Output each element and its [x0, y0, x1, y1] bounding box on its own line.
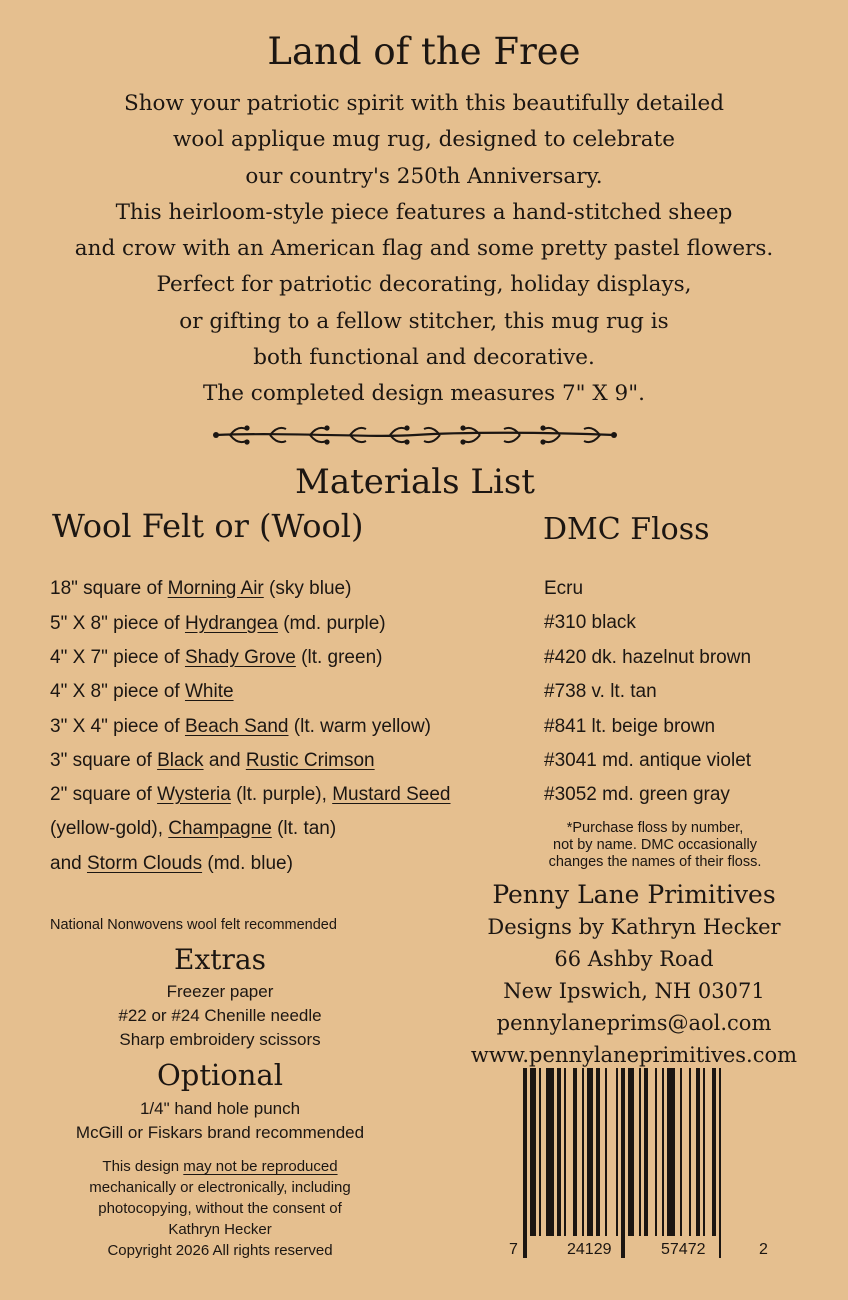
- barcode-bar: [557, 1068, 561, 1236]
- barcode-bar: [712, 1068, 716, 1236]
- barcode-bar: [655, 1068, 657, 1236]
- floss-note: [505, 820, 805, 871]
- barcode-bar: [689, 1068, 691, 1236]
- intro-line: Show your patriotic spirit with this beautifully detailed: [123, 91, 725, 116]
- vine-flourish-icon: [210, 418, 620, 452]
- extras-item: #22 or #24 Chenille needle: [118, 1006, 322, 1025]
- list-item: 18" square of Morning Air (sky blue): [50, 578, 352, 599]
- barcode-bar: [573, 1068, 577, 1236]
- city-address: New Ipswich, NH 03071: [503, 979, 765, 1003]
- list-item: (yellow-gold), Champagne (lt. tan): [50, 818, 337, 839]
- note-line: changes the names of their floss.: [548, 854, 762, 870]
- list-item: 5" X 8" piece of Hydrangea (md. purple): [50, 613, 386, 634]
- barcode-bar: [667, 1068, 675, 1236]
- optional-item: McGill or Fiskars brand recommended: [75, 1123, 365, 1142]
- note-line: *Purchase floss by number,: [566, 820, 744, 836]
- extras-item: Sharp embroidery scissors: [119, 1030, 321, 1049]
- optional-heading: Optional: [157, 1058, 283, 1092]
- intro-line: This heirloom-style piece features a hand-stitched sheep: [115, 199, 733, 225]
- barcode-bars: [523, 1068, 721, 1258]
- floss-item: #3052 md. green gray: [544, 784, 730, 805]
- felt-recommendation: National Nonwovens wool felt recommended: [50, 917, 337, 933]
- optional-list: [0, 1097, 440, 1145]
- copyright-line: This design may not be reproduced: [102, 1158, 338, 1175]
- dmc-floss-heading: DMC Floss: [543, 512, 710, 547]
- barcode-bar: [523, 1068, 527, 1258]
- intro-line: Perfect for patriotic decorating, holiday displays,: [156, 272, 692, 298]
- intro-line: The completed design measures 7" X 9".: [203, 381, 645, 407]
- barcode-bar: [696, 1068, 700, 1236]
- barcode-digit-check: 2: [759, 1241, 768, 1258]
- barcode-bar: [621, 1068, 625, 1258]
- intro-line: wool applique mug rug, designed to celebrate: [173, 127, 675, 153]
- list-item: 2" square of Wysteria (lt. purple), Mustard Seed: [50, 784, 451, 805]
- floss-item: #420 dk. hazelnut brown: [544, 647, 752, 668]
- barcode-digit-lead: 7: [509, 1241, 518, 1258]
- list-item: 4" X 8" piece of White: [50, 681, 234, 702]
- floss-item: #3041 md. antique violet: [544, 750, 752, 771]
- intro-line: or gifting to a fellow stitcher, this mug rug is: [179, 308, 669, 334]
- barcode-bar: [662, 1068, 664, 1236]
- barcode-group-1: 24129: [567, 1241, 612, 1258]
- note-line: not by name. DMC occasionally: [553, 837, 757, 853]
- designer-name: Designs by Kathryn Hecker: [487, 915, 781, 939]
- barcode-bar: [582, 1068, 584, 1236]
- extras-list: [0, 980, 440, 1052]
- pattern-title: Land of the Free: [267, 30, 581, 73]
- materials-title: Materials List: [295, 462, 535, 502]
- barcode-bar: [703, 1068, 705, 1236]
- floss-item: #310 black: [544, 612, 636, 633]
- upc-barcode: [503, 1068, 777, 1266]
- list-item: 3" square of Black and Rustic Crimson: [50, 750, 375, 771]
- barcode-bar: [530, 1068, 536, 1236]
- barcode-bar: [587, 1068, 593, 1236]
- copyright-line: Copyright 2026 All rights reserved: [107, 1242, 333, 1259]
- wool-felt-heading: Wool Felt or (Wool): [52, 507, 364, 545]
- barcode-bar: [564, 1068, 566, 1236]
- barcode-group-2: 57472: [661, 1241, 706, 1258]
- intro-line: both functional and decorative.: [253, 345, 595, 371]
- floss-item: #738 v. lt. tan: [544, 681, 657, 702]
- floss-item: Ecru: [544, 578, 584, 599]
- optional-item: 1/4" hand hole punch: [139, 1099, 301, 1118]
- intro-line: and crow with an American flag and some pretty pastel flowers.: [74, 236, 774, 262]
- barcode-bar: [539, 1068, 541, 1236]
- copyright-line: photocopying, without the consent of: [98, 1200, 342, 1217]
- barcode-bar: [546, 1068, 554, 1236]
- copyright-line: mechanically or electronically, including: [89, 1179, 351, 1196]
- barcode-bar: [605, 1068, 607, 1236]
- email-address: pennylaneprims@aol.com: [496, 1011, 772, 1035]
- barcode-bar: [719, 1068, 721, 1258]
- company-info: [444, 879, 824, 1071]
- barcode-bar: [628, 1068, 634, 1236]
- list-item: and Storm Clouds (md. blue): [50, 853, 293, 874]
- street-address: 66 Ashby Road: [554, 947, 714, 971]
- extras-item: Freezer paper: [166, 982, 274, 1001]
- floss-item: #841 lt. beige brown: [544, 716, 716, 737]
- copyright-line: Kathryn Hecker: [168, 1221, 272, 1238]
- website-url: www.pennylaneprimitives.com: [470, 1043, 798, 1067]
- barcode-bar: [596, 1068, 600, 1236]
- company-name: Penny Lane Primitives: [492, 880, 776, 909]
- extras-heading: Extras: [174, 943, 266, 976]
- barcode-bar: [639, 1068, 641, 1236]
- intro-text: [0, 86, 848, 413]
- barcode-bar: [680, 1068, 682, 1236]
- list-item: 4" X 7" piece of Shady Grove (lt. green): [50, 647, 383, 668]
- barcode-bar: [644, 1068, 648, 1236]
- list-item: 3" X 4" piece of Beach Sand (lt. warm yellow): [50, 716, 432, 737]
- copyright-notice: [0, 1156, 440, 1261]
- intro-line: our country's 250th Anniversary.: [245, 163, 603, 189]
- barcode-bar: [616, 1068, 618, 1236]
